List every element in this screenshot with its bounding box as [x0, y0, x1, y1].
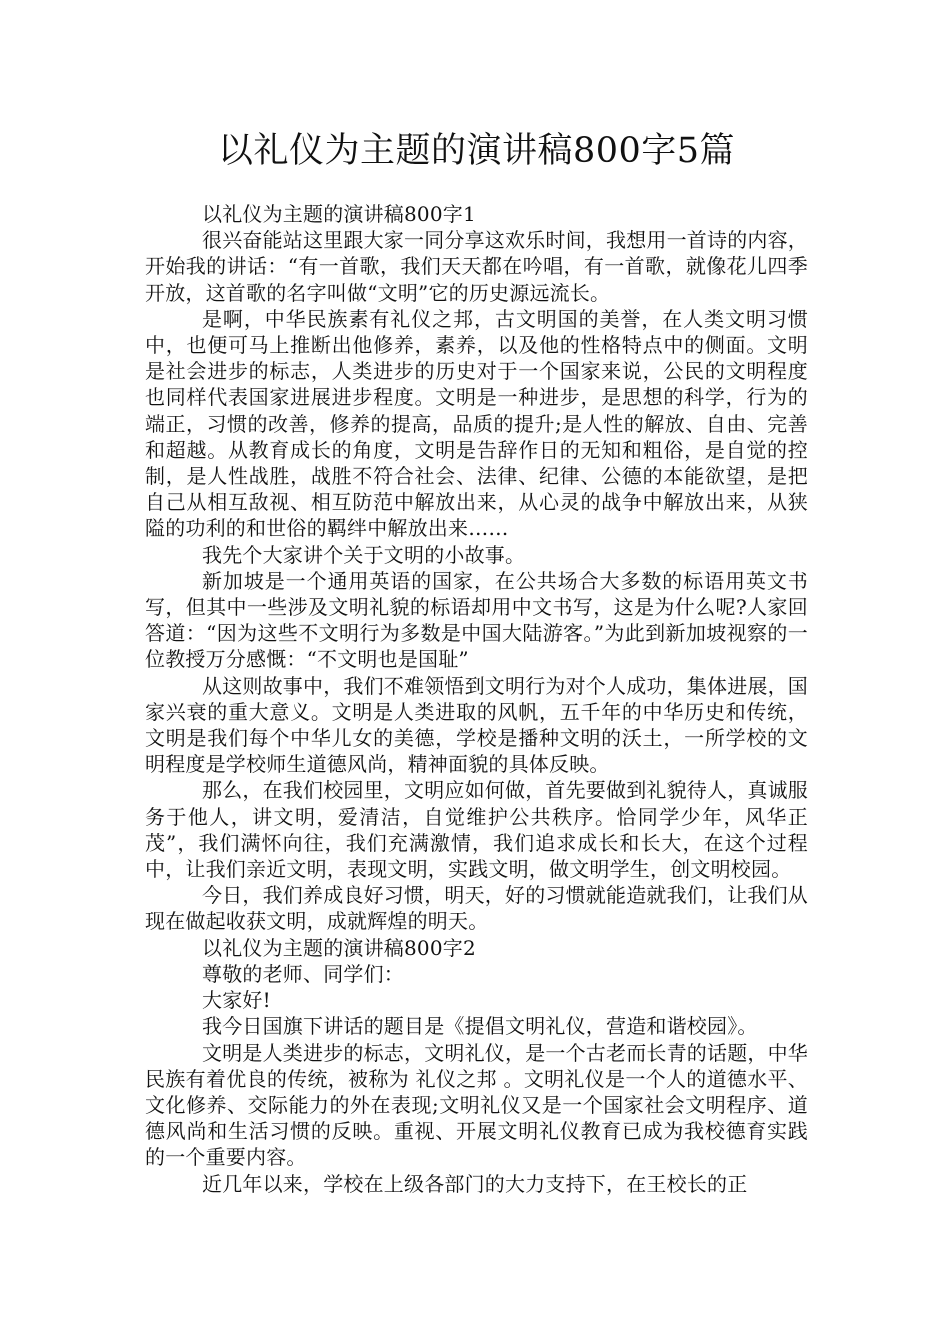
salutation: 尊敬的老师、同学们： — [202, 961, 404, 986]
section-heading-2: 以礼仪为主题的演讲稿800字2 — [202, 935, 476, 960]
greeting: 大家好! — [202, 988, 271, 1013]
paragraph: 那么，在我们校园里，文明应如何做，首先要做到礼貌待人，真诚服务于他人，讲文明，爱清洁，自觉维护公共秩序。恰同学少年，风华正茂”，我们满怀向往，我们充满激情，我们追求成长和长大，在这个过程中，让我们亲近文明，表现文明，实践文明，做文明学生，创文明校园。 — [145, 778, 808, 882]
paragraph: 我今日国旗下讲话的题目是《提倡文明礼仪，营造和谐校园》。 — [202, 1014, 758, 1039]
paragraph: 文明是人类进步的标志，文明礼仪，是一个古老而长青的话题，中华民族有着优良的传统，被称为 礼仪之邦 。文明礼仪是一个人的道德水平、文化修养、交际能力的外在表现;文明礼仪又是一个国家社会文明程序、道德风尚和生活习惯的反映。重视、开展文明礼仪教育已成为我校德育实践的一个重要内容。 — [145, 1040, 808, 1170]
paragraph: 从这则故事中，我们不难领悟到文明行为对个人成功，集体进展，国家兴衰的重大意义。文明是人类进取的风帆，五千年的中华历史和传统，文明是我们每个中华儿女的美德，学校是播种文明的沃土，一所学校的文明程度是学校师生道德风尚，精神面貌的具体反映。 — [145, 673, 808, 777]
paragraph: 我先个大家讲个关于文明的小故事。 — [202, 542, 526, 567]
section-heading-1: 以礼仪为主题的演讲稿800字1 — [202, 202, 476, 226]
paragraph: 近几年以来，学校在上级各部门的大力支持下，在王校长的正 — [202, 1171, 748, 1196]
document-title: 以礼仪为主题的演讲稿800字5篇 — [217, 131, 736, 171]
paragraph: 是啊，中华民族素有礼仪之邦，古文明国的美誉，在人类文明习惯中，也便可马上推断出他修养，素养，以及他的性格特点中的侧面。文明是社会进步的标志，人类进步的历史对于一个国家来说，公民的文明程度也同样代表国家进展进步程度。文明是一种进步，是思想的科学，行为的端正，习惯的改善，修养的提高，品质的提升;是人性的解放、自由、完善和超越。从教育成长的角度，文明是告辞作日的无知和粗俗，是自觉的控制，是人性战胜，战胜不符合社会、法律、纪律、公德的本能欲望，是把自己从相互敌视、相互防范中解放出来，从心灵的战争中解放出来，从狭隘的功利的和世俗的羁绊中解放出来…… — [145, 306, 808, 541]
document-body — [145, 201, 808, 1197]
paragraph: 很兴奋能站这里跟大家一同分享这欢乐时间，我想用一首诗的内容，开始我的讲话：“有一首歌，我们天天都在吟唱，有一首歌，就像花儿四季开放，这首歌的名字叫做“文明”它的历史源远流长。 — [145, 228, 808, 305]
paragraph: 今日，我们养成良好习惯，明天，好的习惯就能造就我们，让我们从现在做起收获文明，成就辉煌的明天。 — [145, 883, 808, 934]
paragraph: 新加坡是一个通用英语的国家，在公共场合大多数的标语用英文书写，但其中一些涉及文明礼貌的标语却用中文书写，这是为什么呢?人家回答道：“因为这些不文明行为多数是中国大陆游客。”为此到新加坡视察的一位教授万分感慨：“不文明也是国耻” — [145, 568, 808, 672]
